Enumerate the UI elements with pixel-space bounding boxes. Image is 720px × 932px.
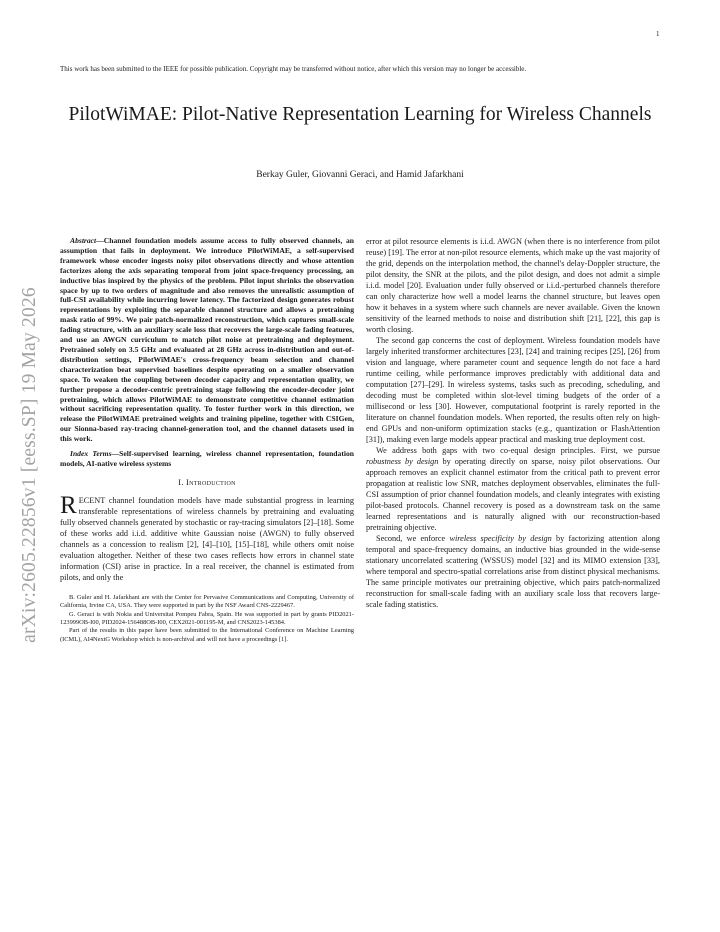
intro-paragraph-4-rest: by factorizing attention along temporal and space-frequency domains, an inductive bias grounded in the wide-sense stationary uncorrelated scattering (WSSUS) model [32] and its MIMO extension [33], where temporal and spectro-spatial correlations arise from distinct physical mechanisms. The same principle motivates our pretraining objective, which pairs patch-normalized reconstruction for small-scale fading with an auxiliary scale loss that recovers large-scale fading statistics. — [366, 534, 660, 609]
intro-paragraph-4-lead: Second, we enforce — [376, 534, 450, 543]
intro-paragraph-1-continued: error at pilot resource elements is i.i.d. AWGN (when there is no interference from pilot reuse) [19]. The error at non-pilot resource elements, which make up the vast majority of the grid, depends on the interpolation method, the channel's delay-Doppler structure, the pilot density, the SNR at the pilots, and the pilot design, and does not admit a simple i.i.d. model [20]. Evaluation under fully observed or i.i.d.-perturbed channels therefore can only characterize how well a model learns the channel structure, but leaves open how it behaves in a system where such channels are never available. Given the known sensitivity of the learned methods to noise and distribution shift [21], [22], this gap is worth closing. — [366, 237, 660, 334]
intro-paragraph-3-rest: by operating directly on sparse, noisy pilot observations. Our approach removes an explicit channel estimator from the critical path to prevent error propagation at realistic low SNR, matches deployment observables, eliminates the full-CSI assumption of prior channel foundation models, and cleanly integrates with existing pilot-based protocols. Channel recovery is posed as a downstream task on the same learned representations and is naturally aligned with our reconstruction-based pretraining objective. — [366, 457, 660, 532]
abstract — [60, 236, 354, 444]
left-column — [60, 236, 354, 644]
intro-paragraph-1 — [60, 491, 354, 583]
drop-cap: R — [60, 491, 77, 519]
index-terms — [60, 449, 354, 469]
intro-paragraph-4 — [366, 533, 660, 610]
abstract-label: Abstract — [70, 236, 97, 245]
intro-paragraph-3 — [366, 445, 660, 533]
paper-title: PilotWiMAE: Pilot-Native Representation Learning for Wireless Channels — [68, 104, 652, 125]
section-heading-introduction: I. Introduction — [178, 477, 236, 487]
right-column — [366, 236, 660, 610]
intro-paragraph-4-emphasis: wireless specificity by design — [449, 534, 552, 543]
footnote-affiliation-2: G. Geraci is with Nokia and Universitat Pompeu Fabra, Spain. He was supported in part by grants PID2021-123999OB-I00, PID2024-156488OB-I00, CEX2021-001195-M, and CNS2023-145384. — [60, 610, 354, 627]
publication-notice: This work has been submitted to the IEEE for possible publication. Copyright may be transferred without notice, after which this version may no longer be accessible. — [60, 65, 527, 73]
arxiv-watermark — [12, 250, 48, 680]
author-list: Berkay Guler, Giovanni Geraci, and Hamid Jafarkhani — [256, 170, 464, 180]
footnote-affiliation-1: B. Guler and H. Jafarkhani are with the Center for Pervasive Communications and Computing, University of California, Irvine CA, USA. They were supported in part by the NSF Award CNS-2229467. — [60, 593, 354, 610]
footnote-prior-publication: Part of the results in this paper have been submitted to the International Conference on Machine Learning (ICML), AI4NextG Workshop which is non-archival and will not have a proceedings [1]. — [60, 627, 354, 643]
intro-paragraph-2: The second gap concerns the cost of deployment. Wireless foundation models have largely inherited transformer architectures [23], [24] and training recipes [25], [26] from vision and language, where parameter count and sequence length do not face a hard runtime ceiling, while performance improves predictably with additional data and computation [27]–[29]. In wireless systems, tasks such as precoding, scheduling, and decoding must be completed within slot-level timing budgets of the order of a millisecond or less [30]. However, computational footprint is rarely reported in the literature on channel foundation models. When reported, the results often rely on high-end GPUs and non-uniform optimization stacks (e.g., quantization or FlashAttention [31]), making even large models appear practical and masking true deployment cost. — [366, 336, 660, 444]
intro-paragraph-1-text: ECENT channel foundation models have made substantial progress in learning transferable representations of wireless channels by pretraining and evaluating fully observed channels generated by stochastic or ray-tracing simulators [2]–[18]. Some of these works add i.i.d. additive white Gaussian noise (AWGN) to fully observed channels as a concession to realism [2], [4]–[10], [15]–[18], while others omit noise evaluation altogether. Neither of these two cases reflects how errors in channel state information (CSI) arise in practice. In a real receiver, the channel is estimated from pilots, and only the — [60, 495, 354, 582]
arxiv-id: arXiv:2605.22856v1 [eess.SP] 19 May 2026 — [19, 287, 40, 643]
intro-paragraph-3-emphasis: robustness by design — [366, 457, 439, 466]
footnotes — [60, 594, 354, 644]
index-terms-text: —Self-supervised learning, wireless channel representation, foundation models, AI-native wireless systems — [60, 449, 354, 468]
abstract-text: —Channel foundation models assume access to fully observed channels, an assumption that fails in deployment. We introduce PilotWiMAE, a self-supervised framework whose encoder ingests noisy pilot observations directly and whose attention factorizes along the axis separating temporal from joint space-frequency processing, an inductive bias inspired by the physics of the problem. Pilot input shrinks the observation space by up to two orders of magnitude and also removes the unrealistic assumption of full-CSI availability while incurring lower latency. The factorized design generates robust representations by exploiting the separable channel structure and allows a pretraining mask ratio of 99%. We pair patch-normalized reconstruction, which captures small-scale fading structure, with an auxiliary scale loss that recovers the large-scale fading features, and use an AWGN curriculum to match pilot noise at pretraining and deployment. Pretrained solely on 3.5 GHz and evaluated at 28 GHz across in-distribution and out-of-distribution settings, PilotWiMAE's cross-frequency beam selection and channel characterization beat supervised baselines despite operating on a smaller observation space. To weaken the coupling between decoder capacity and representation quality, we further propose a decoder-centric pretraining stage following the encoder-decoder joint pretraining, which allows PilotWiMAE to demonstrate competitive channel estimation without sacrificing representation quality. To foster further work in this direction, we release the PilotWiMAE pretrained weights and training pipeline, together with CSIGen, our Sionna-based ray-tracing channel-generation tool, and the channel datasets used in this work. — [60, 236, 354, 444]
intro-paragraph-3-lead: We address both gaps with two co-equal design principles. First, we pursue — [376, 446, 660, 455]
index-terms-label: Index Terms — [70, 449, 112, 459]
page-number: 1 — [656, 30, 660, 38]
